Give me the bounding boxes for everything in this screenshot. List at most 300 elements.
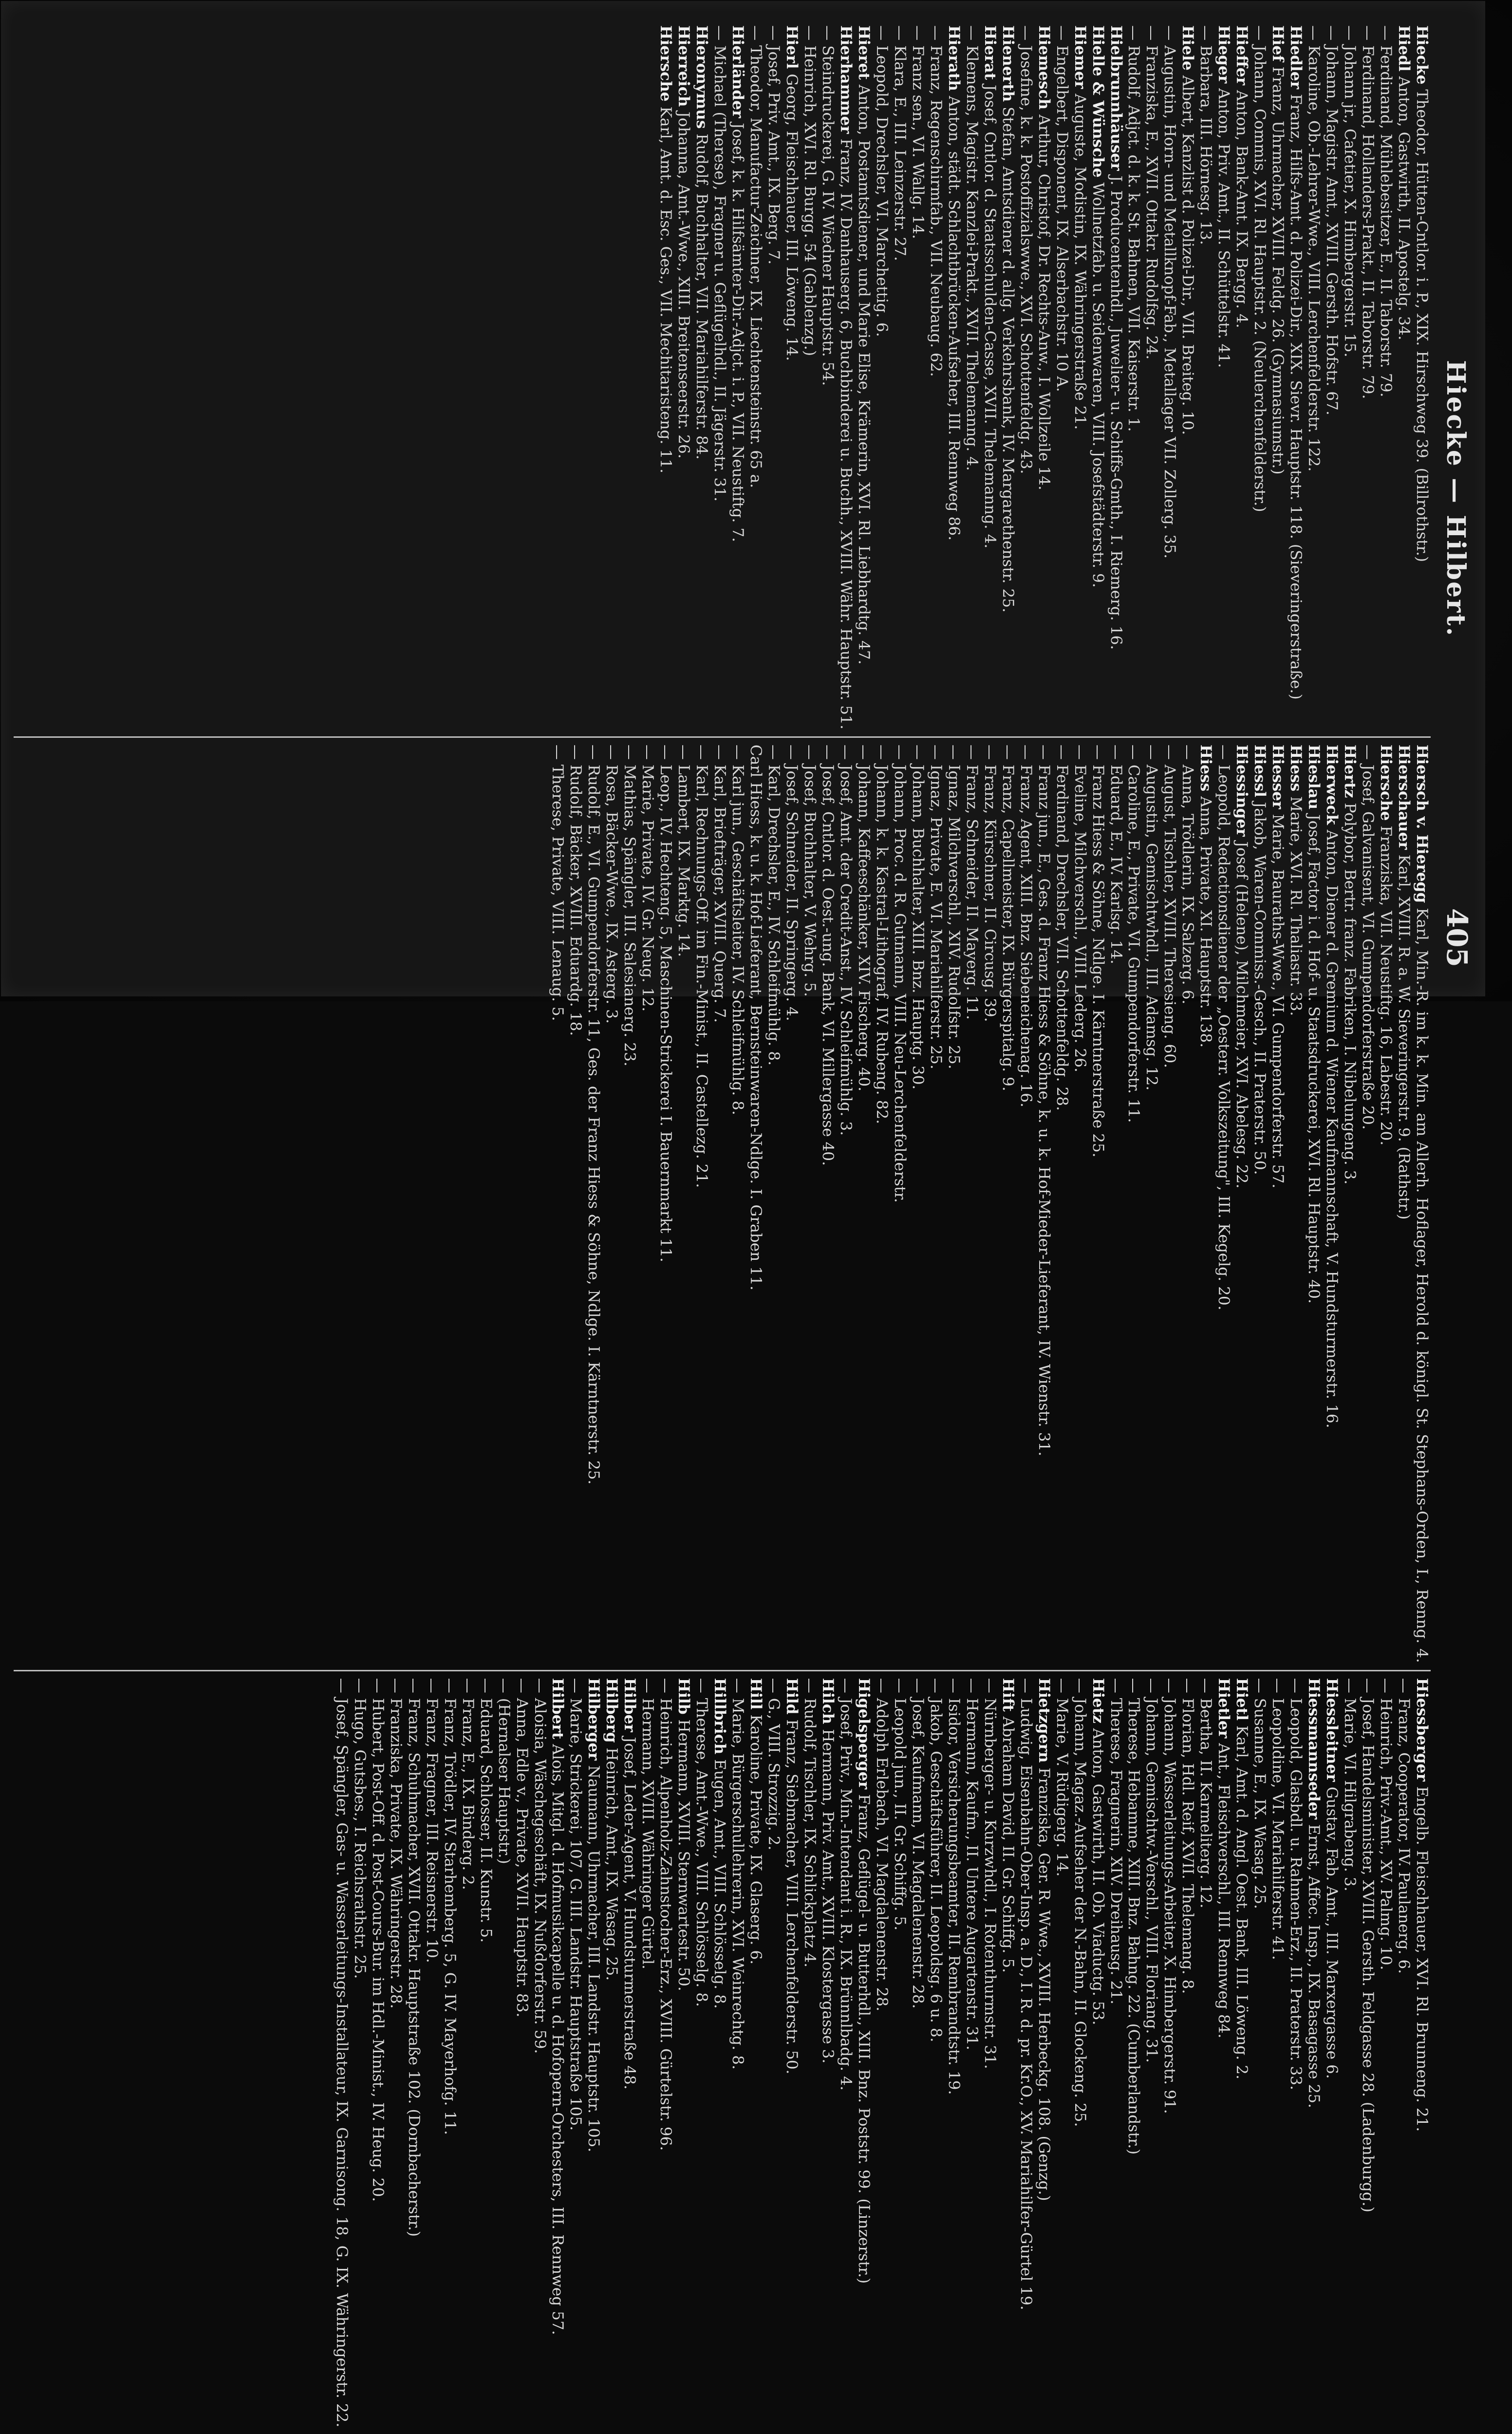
entry-text: — Franz, Schuhmacher, XVII. Ottakr. Hauptstraße 102. (Dornbacherstr.): [405, 1678, 423, 2237]
directory-entry: [945, 1678, 963, 2428]
directory-entry: [656, 25, 674, 730]
directory-entry: [1269, 25, 1287, 730]
entry-text: Anna, Private, XI. Hauptstr. 138.: [1197, 796, 1215, 1048]
directory-entry: [981, 1678, 999, 2428]
entry-text: — Johann, Proc. d. R. Gutmann, VIII. Neu-Lerchenfelderstr.: [891, 744, 909, 1203]
entry-surname: Hiersche: [657, 25, 675, 102]
entry-text: — Josef, Buchhalter, V. Wehrg. 5.: [801, 744, 819, 997]
entry-surname: Hilber: [621, 1678, 639, 1732]
entry-text: Albert, Kanzlist d. Polizei-Dir., VII. Breiteg. 10.: [1179, 75, 1197, 435]
directory-entry: [1287, 1678, 1305, 2428]
directory-entry: [1196, 745, 1214, 1663]
entry-text: — Marie, Bürgerschullehrerin, XVI. Weinrechtg. 8.: [729, 1678, 747, 2070]
directory-entry: [1251, 745, 1269, 1663]
directory-entry: [638, 1678, 656, 2428]
directory-entry: [765, 745, 783, 1663]
entry-text: — Josef, Schneider, II. Springerg. 4.: [783, 744, 801, 1021]
directory-entry: [423, 1678, 441, 2428]
directory-entry: [891, 1678, 909, 2428]
directory-column-3: [14, 1670, 1431, 2434]
entry-surname: Hierweck: [1323, 744, 1341, 825]
entry-text: — Ferdinand, Hollanders-Prakt., II. Taborstr. 79.: [1359, 25, 1377, 399]
entry-text: — August, Tischler, XVIII. Theresieng. 60.: [1161, 744, 1179, 1068]
entry-text: — Caroline, E., Private, VI. Gumpendorferstr. 11.: [1125, 744, 1143, 1123]
entry-text: — Franz sen., VI. Wallg. 14.: [909, 25, 927, 239]
directory-entry: [1287, 745, 1305, 1663]
entry-text: — Nürnberger- u. Kurzwhdl., I. Rotenthurmstr. 31.: [981, 1678, 999, 2069]
entry-text: — Franz, Capellmeister, IX. Bürgerspitalg. 9.: [999, 744, 1017, 1091]
directory-entry: [1125, 25, 1143, 730]
entry-text: — Leopold, Redactionsdiener der „Oesterr. Volkszeitung", III. Kegelg. 20.: [1215, 744, 1233, 1311]
directory-entry: [999, 745, 1017, 1663]
entry-text: Johanna, Amt.-Wwe., XIII. Breitenseerstr. 26.: [675, 112, 693, 459]
directory-entry: [1071, 745, 1089, 1663]
directory-entry: [1232, 745, 1251, 1663]
directory-entry: [1305, 1678, 1323, 2428]
directory-entry: [1035, 25, 1053, 730]
directory-entry: [783, 25, 801, 730]
entry-text: Josef, Factor i. d. Hof- u. Staatsdruckerei, XVI. Rl. Hauptstr. 40.: [1305, 814, 1323, 1304]
entry-text: J. Producentenhdl., Juwelier- u. Schiffs-Gmth., I. Riemerg. 16.: [1107, 175, 1125, 650]
directory-entry: [1305, 745, 1323, 1663]
entry-surname: Hienerth: [999, 25, 1017, 102]
directory-entry: [584, 1678, 602, 2428]
directory-entry: [1377, 745, 1395, 1663]
entry-surname: Hiessberger: [1413, 1678, 1431, 1782]
directory-entry: [1107, 25, 1125, 730]
entry-text: Alois, Mitgl. d. Hofmusikcapelle u. d. Hofopern-Orchesters, III. Rennweg 57.: [549, 1744, 567, 2335]
entry-text: — Johann, Magistr. Amt., XVIII. Gersth. Hofstr. 67.: [1323, 25, 1341, 415]
entry-text: Ant., Fleischverschl., III. Rennweg 84.: [1215, 1743, 1233, 2039]
entry-text: — Franz, Fragner, III. Reisnerstr. 10.: [423, 1678, 441, 1963]
entry-text: Hermann, XVIII. Sternwartestr. 50.: [675, 1719, 693, 1991]
directory-entry: [855, 1678, 873, 2428]
entry-text: Wollnetzfab. u. Seidenwaren, VIII. Josefstädterstr. 9.: [1089, 182, 1107, 588]
directory-entry: [1160, 745, 1178, 1663]
entry-text: Anton, Gastwirth, II. Apostelg. 34.: [1395, 76, 1413, 340]
entry-text: — Rudolf, Adjct. d. k. k. St. Bahnen, VII. Kaiserstr. 1.: [1125, 25, 1143, 432]
entry-text: — Leop., IV. Hechteng. 5, Maschinen-Strickerei I. Bauernmarkt 11.: [657, 744, 675, 1262]
directory-entry: [1196, 25, 1214, 730]
directory-entry: [1125, 745, 1143, 1663]
entry-text: — Marie, Private, IV. Gr. Neug. 12.: [639, 744, 657, 1012]
entry-text: — Ignaz, Private, E. VI. Mariahilferstr. 25.: [927, 744, 945, 1069]
entry-text: — Eduard, Schlosser, II. Kunstr. 5.: [477, 1678, 495, 1943]
entry-surname: Hielle & Wünsche: [1089, 25, 1107, 178]
directory-entry: [728, 745, 747, 1663]
directory-entry: [1178, 745, 1196, 1663]
entry-surname: Hiess: [1197, 744, 1215, 792]
entry-text: — Josef, Amt. der Credit-Anst., IV. Schleifmühlg. 3.: [837, 744, 855, 1136]
directory-entry: [728, 1678, 747, 2428]
entry-surname: Hieger: [1215, 25, 1233, 84]
entry-text: — Franziska, E., XVII. Ottakr. Rudolfsg. 24.: [1143, 25, 1161, 360]
entry-text: — Franz, E., IX. Binderg. 2.: [459, 1678, 477, 1890]
entry-text: Karoline, Private, IX. Glaserg. 6.: [747, 1714, 765, 1965]
entry-text: — Josefine, k. k. Postoffizialswwe., XVI. Schottenfeldg. 43.: [1017, 25, 1035, 474]
directory-entry: [855, 745, 873, 1663]
entry-text: — Heinrich, Priv.-Amt., XV. Palmg. 10.: [1377, 1678, 1395, 1970]
entry-surname: Hierat: [981, 25, 999, 80]
directory-entry: [837, 745, 855, 1663]
directory-entry: [1125, 1678, 1143, 2428]
entry-text: — Rudolf, Bäcker, XVIII. Eduardg. 18.: [567, 744, 585, 1036]
entry-text: Franziska, Ger. R. Wwe., XVIII. Herbeckg. 108. (Genzg.): [1035, 1767, 1053, 2201]
directory-entry: [674, 25, 692, 730]
entry-text: — Josef, Handelsminister, XVIII. Gersth. Feldgasse 28. (Ladenburgg.): [1359, 1678, 1377, 2212]
entry-text: — Karl, Briefträger, XVIII. Querg. 7.: [711, 744, 729, 1023]
entry-text: Anton, Gastwirth, II. Ob. Viaductg. 53.: [1089, 1728, 1107, 2025]
directory-entry: [674, 745, 692, 1663]
directory-entry: [927, 25, 945, 730]
entry-text: Marie, XVI. Rl. Thaliastr. 33.: [1287, 796, 1305, 1016]
entry-text: — Franz, Trödler, IV. Starhemberg. 5, G. IV. Mayerhofg. 11.: [441, 1678, 459, 2135]
entry-surname: Hietz: [1089, 1678, 1107, 1723]
entry-text: — Leopold jun., II. Gr. Schiffg. 5.: [891, 1678, 909, 1931]
entry-text: — Johann, Buchhalter, XIII. Bnz. Hauptg. 30.: [909, 744, 927, 1090]
entry-surname: Hieronymus: [693, 25, 711, 129]
entry-text: — Ferdinand, Drechsler, VII. Schottenfeldg. 28.: [1053, 744, 1071, 1111]
directory-entry: [801, 25, 819, 730]
directory-entry: [819, 25, 837, 730]
entry-text: Anton, Diener d. Gremium d. Wiener Kaufmannschaft, V. Hundsturmerstr. 16.: [1323, 829, 1341, 1428]
directory-entry: [945, 25, 963, 730]
entry-text: — Therese, Hebamme, XIII. Bnz. Bahng. 22. (Cumberlandstr.): [1125, 1678, 1143, 2155]
entry-text: — Mathias, Spängler, III. Salesianerg. 23.: [621, 744, 639, 1067]
directory-entry: [1413, 745, 1431, 1663]
entry-text: — Marie, Strickerei, 107, G. III. Landstr. Hauptstraße 105.: [567, 1678, 585, 2131]
directory-entry: [692, 745, 710, 1663]
entry-text: Franz, Hilfs-Amt. d. Polizei-Dir., XIX. Sievr. Hauptstr. 118. (Sieveringerstraße.): [1287, 94, 1305, 700]
page-title: Hiecke — Hilbert.: [1441, 360, 1471, 637]
entry-surname: Hieret: [855, 25, 873, 80]
directory-entry: [1017, 745, 1035, 1663]
entry-text: — Florian, Hdl. Reif, XVII. Thelemang. 8.: [1179, 1678, 1197, 1994]
directory-entry: [1053, 1678, 1071, 2428]
directory-entry: [477, 1678, 495, 2428]
directory-entry: [801, 745, 819, 1663]
entry-text: — Ludwig, Eisenbahn-Ober-Insp. a. D., I. R. d. pr. Kr.O., XV. Mariahilfer-Gürtel 19.: [1017, 1678, 1035, 2310]
directory-entry: [1143, 1678, 1161, 2428]
entry-text: — Franz, Cooperator, IV. Paulanerg. 6.: [1395, 1678, 1413, 1974]
directory-entry: [1251, 25, 1269, 730]
entry-surname: Hilbert: [549, 1678, 567, 1740]
entry-text: Anton, Postamtsdiener, und Marie Elise, Krämerin, XVI. Rl. Liebhardtg. 47.: [855, 84, 873, 665]
directory-entry: [783, 1678, 801, 2428]
directory-entry: [1089, 25, 1107, 730]
directory-entry: [1143, 25, 1161, 730]
entry-text: Anton, städt. Schlachtbrücken-Aufseher, III. Rennweg 86.: [945, 95, 963, 541]
entry-text: Theodor, Hütten-Cntlor. i. P., XIX. Hirschweg 39. (Billrothstr.): [1413, 89, 1431, 562]
entry-text: Franz, IV. Danhauserg. 6, Buchbinderei u. Buchh., XVIII. Währ. Hauptstr. 51.: [837, 138, 855, 730]
entry-text: — Franz Hiess & Söhne, Ndlge. I. Kärntnerstraße 25.: [1089, 744, 1107, 1158]
entry-surname: Hilberger: [585, 1678, 603, 1760]
entry-text: — Franz, Schneider, II. Mayerg. 11.: [963, 744, 981, 1020]
entry-surname: Hiesser: [1269, 744, 1287, 809]
directory-entry: [710, 25, 728, 730]
entry-surname: Hietzgern: [1035, 1678, 1053, 1763]
directory-entry: [351, 1678, 369, 2428]
directory-entry: [765, 25, 783, 730]
entry-text: Karl, Amt. d. Angl. Oest. Bank, III. Löweng. 2.: [1233, 1725, 1251, 2079]
entry-text: — Josef, Galvanisent, VI. Gumpendorferstraße 20.: [1359, 744, 1377, 1130]
entry-surname: Hiecke: [1413, 25, 1431, 85]
entry-text: — Therese, Private, VIII. Lenaug. 5.: [549, 744, 567, 1021]
directory-entry: [1377, 1678, 1395, 2428]
entry-text: Franz, Geflügel- u. Butterhdl., XIII. Bnz. Poststr. 99. (Linzerstr.): [855, 1794, 873, 2284]
directory-entry: [999, 25, 1017, 730]
directory-entry: [963, 25, 981, 730]
entry-surname: Hiessmannseder: [1305, 1678, 1323, 1819]
directory-entry: [909, 1678, 927, 2428]
directory-entry: [1035, 745, 1053, 1663]
entry-text: — Therese, Amt.-Wwe., VIII. Schlösselg. 8.: [693, 1678, 711, 2007]
entry-text: Auguste, Modistin, IX. Währingerstraße 21.: [1071, 94, 1089, 430]
entry-text: — Josef, Cntlor. d. Oest.-ung. Bank, VI. Millergasse 40.: [819, 744, 837, 1166]
entry-text: — Heinrich, XVI. Rl. Burgg. 54 (Gablenzg.): [801, 25, 819, 356]
entry-text: Heinrich, Amt., IX. Wasag. 25.: [603, 1747, 621, 1981]
directory-entry: [783, 745, 801, 1663]
entry-surname: Hiertz: [1341, 744, 1359, 798]
running-header: [1437, 30, 1476, 967]
entry-text: — Josef, Priv., Min.-Intendant i. R., IX. Brünnlbadg. 4.: [837, 1678, 855, 2091]
entry-text: — Franz, Regenschirmfab., VII. Neubaug. 62.: [927, 25, 945, 377]
directory-entry: [819, 745, 837, 1663]
directory-entry: [495, 1678, 513, 2428]
entry-surname: Hieslau: [1305, 744, 1323, 810]
directory-entry: [405, 1678, 423, 2428]
entry-text: — Franz, Agent, XIII. Bnz. Siebeneichenag. 16.: [1017, 744, 1035, 1107]
entry-text: — Josef, Spängler, Gas- u. Wasserleitungs-Installateur, IX. Garnisong. 18, G. IX. Währingerstr. 22.: [333, 1678, 351, 2428]
entry-text: — Johann, k. k. Kastral-Lithograf, IV. Rubeng. 82.: [873, 744, 891, 1124]
entry-text: — Franziska, Private, IX. Währingerstr. 28.: [387, 1678, 405, 2009]
entry-text: — Karl, Rechnungs-Off. im Fin.-Minist., II. Castellezg. 21.: [693, 744, 711, 1188]
directory-entry: [1232, 1678, 1251, 2428]
entry-text: — Leopold, Glasbdl. u. Rahmen-Erz., II. Praterstr. 33.: [1287, 1678, 1305, 2090]
directory-entry: [747, 1678, 765, 2428]
directory-entry: [1305, 25, 1323, 730]
entry-surname: Hillbrich: [711, 1678, 729, 1755]
entry-text: Anton, Priv. Amt., II. Schüttelstr. 41.: [1215, 88, 1233, 368]
entry-surname: Hief: [1269, 25, 1287, 62]
directory-entry: [1341, 1678, 1359, 2428]
entry-text: — Klara, E., III. Leinzerstr. 27.: [891, 25, 909, 262]
directory-entry: [909, 25, 927, 730]
entry-surname: Hietler: [1215, 1678, 1233, 1739]
directory-entry: [584, 745, 602, 1663]
entry-text: — Heinrich, Alpenholz-Zahnstocher-Erz., XVIII. Gürtelstr. 96.: [657, 1678, 675, 2151]
entry-text: Georg, Fleischhauer, III. Löweng. 14.: [783, 74, 801, 361]
entry-text: — Hugo, Gutsbes., I. Reichsrathstr. 25.: [351, 1678, 369, 1979]
directory-entry: [927, 745, 945, 1663]
entry-text: — Josef, Priv. Amt., IX. Berg. 7.: [765, 25, 783, 265]
entry-surname: Hill: [747, 1678, 765, 1710]
directory-entry: [1413, 25, 1431, 730]
entry-surname: Hielbrunnhäuser: [1107, 25, 1125, 171]
entry-text: — Michael (Therese), Fragner u. Geflügelhdl., II. Jägerstr. 31.: [711, 25, 729, 502]
entry-surname: Hiersch v. Hieregg: [1413, 744, 1431, 903]
directory-entry: [873, 1678, 891, 2428]
directory-entry: [891, 745, 909, 1663]
directory-entry: [692, 25, 710, 730]
entry-text: Hermann, Priv. Amt., XVIII. Klostergasse 3.: [819, 1729, 837, 2064]
entry-text: Josef, Leder-Agent, V. Hundsturmerstraße 48.: [621, 1737, 639, 2090]
directory-entry: [1160, 1678, 1178, 2428]
entry-text: Josef (Helene), Milchmeier, XVI. Abelesg. 22.: [1233, 841, 1251, 1189]
entry-surname: Hiedler: [1287, 25, 1305, 90]
entry-text: — Anna, Trödlerin, IX. Salzerg. 6.: [1179, 744, 1197, 1005]
entry-text: Josef, k. k. Hilfsämter-Dir.-Adjct. i. P., VII. Neustiftg. 7.: [729, 123, 747, 543]
directory-entry: [1323, 745, 1341, 1663]
entry-text: Karl, XVIII. R. a. W. Sieveringerstr. 9. (Rathstr.): [1395, 854, 1413, 1220]
directory-entry: [620, 745, 638, 1663]
entry-text: — Augustin, Horn- und Metallknopf-Fab., Metallager VII. Zollerg. 35.: [1161, 25, 1179, 559]
directory-entry: [909, 745, 927, 1663]
entry-text: — Eduard, E., IV. Karlsg. 14.: [1107, 744, 1125, 964]
directory-entry: [1395, 25, 1413, 730]
directory-entry: [710, 745, 728, 1663]
entry-text: Engelb. Fleischhauer, XVI. Rl. Brunneng. 21.: [1413, 1786, 1431, 2132]
entry-surname: Hieffer: [1233, 25, 1251, 86]
directory-entry: [656, 1678, 674, 2428]
entry-text: Josef, Cntlor. d. Staatsschulden-Casse, XVII. Thelemanng. 4.: [981, 85, 999, 549]
entry-surname: Hilberg: [603, 1678, 621, 1743]
directory-entry: [1035, 1678, 1053, 2428]
entry-surname: Higelsperger: [855, 1678, 873, 1790]
directory-entry: [1232, 25, 1251, 730]
directory-entry: [765, 1678, 783, 2428]
entry-text: Karl, Amt. d. Esc. Ges., VII. Mechitaristeng. 11.: [657, 106, 675, 473]
directory-entry: [567, 1678, 585, 2428]
entry-text: — Marie, V. Rüdigerg. 14.: [1053, 1678, 1071, 1877]
entry-text: — Hermann, Kaufm., II. Untere Augartenstr. 31.: [963, 1678, 981, 2050]
entry-surname: Hierl: [783, 25, 801, 69]
directory-entry: [945, 745, 963, 1663]
entry-text: — Rudolf, Tischler, IX. Schlickplatz 4.: [801, 1678, 819, 1968]
directory-entry: [1395, 1678, 1413, 2428]
entry-surname: Hiessleitner: [1323, 1678, 1341, 1782]
entry-text: — Hermann, XVIII. Währinger Gürtel.: [639, 1678, 657, 1969]
directory-entry: [1395, 745, 1413, 1663]
entry-text: — Leopoldine, VI. Mariahilferstr. 41.: [1269, 1678, 1287, 1960]
entry-surname: Hift: [999, 1678, 1017, 1712]
entry-text: Polybor, Bertr. franz. Fabriken, I. Nibelungeng. 3.: [1341, 803, 1359, 1185]
entry-text: Eugen, Amt., VIII. Schlösselg. 8.: [711, 1759, 729, 2009]
directory-entry: [837, 25, 855, 730]
entry-text: Karl, Min.-R. im k. k. Min. am Allerh. Hoflager, Herold d. königl. St. Stephans-Orden, I., Renng. 4.: [1413, 908, 1431, 1663]
directory-entry: [1107, 745, 1125, 1663]
entry-text: Naumann, Uhrmacher, III. Landstr. Hauptstr. 105.: [585, 1765, 603, 2153]
directory-entry: [891, 25, 909, 730]
directory-entry: [1269, 1678, 1287, 2428]
entry-text: — Marie, VI. Hilgrabeng. 3.: [1341, 1678, 1359, 1891]
directory-entry: [728, 25, 747, 730]
entry-text: — Johann, Magaz.-Aufseher der N.-Bahn, II. Glockeng. 25.: [1071, 1678, 1089, 2127]
entry-text: — Ferdinand, Mühlebesitzer, E., II. Taborstr. 79.: [1377, 25, 1395, 397]
directory-entry: [1071, 1678, 1089, 2428]
entry-text: — Barbara, III. Hörnesg. 13.: [1197, 25, 1215, 245]
entry-surname: Hiemesch: [1035, 25, 1053, 110]
directory-entry: [333, 1678, 351, 2428]
entry-text: — Leopold, Drechsler, VI. Marchettig. 6.: [873, 25, 891, 337]
entry-text: Gustav, Fab. Amt., III. Marxergasse 6.: [1323, 1786, 1341, 2079]
entry-text: — Bertha, II. Karmeliterg. 12.: [1197, 1678, 1215, 1909]
entry-text: — Johann jr., Cafetier, X. Himbergerstr. 15.: [1341, 25, 1359, 357]
directory-entry: [513, 1678, 531, 2428]
entry-text: — Rosa, Bäcker-Wwe., IX. Asterg. 3.: [603, 744, 621, 1024]
directory-entry: [656, 745, 674, 1663]
directory-entry: [1017, 1678, 1035, 2428]
entry-text: — Franz jun., E., Ges. d. Franz Hiess & Söhne, k. u. k. Hof-Mieder-Lieferant, IV. Wienstr. 31.: [1035, 744, 1053, 1457]
directory-entry: [1214, 1678, 1232, 2428]
entry-text: — Karoline, Ob.-Lehrer-Wwe., VIII. Lerchenfelderstr. 122.: [1305, 25, 1323, 472]
directory-entry: [1089, 1678, 1107, 2428]
directory-entry: [927, 1678, 945, 2428]
entry-text: — Karl, Drechsler, E., IV. Schleifmühlg. 8.: [765, 744, 783, 1066]
directory-entry: [549, 745, 567, 1663]
entry-surname: Hiemer: [1071, 25, 1089, 89]
entry-text: — Johann, Kaffeeschänker, XIV. Fischerg. 40.: [855, 744, 873, 1092]
entry-text: Carl Hiess, k. u. k. Hof-Lieferant, Bernsteinwaren-Ndlge. I. Graben 11.: [747, 744, 765, 1291]
directory-entry: [549, 1678, 567, 2428]
entry-text: — Ignaz, Milchverschl., XIV. Rudolfstr. 25.: [945, 744, 963, 1069]
directory-entry: [620, 1678, 638, 2428]
entry-surname: Hierhammer: [837, 25, 855, 134]
entry-surname: Hierath: [945, 25, 963, 91]
entry-text: — Johann, Gemischtw.-Verschl., VIII. Floriang. 31.: [1143, 1678, 1161, 2063]
directory-entry: [1214, 25, 1232, 730]
entry-text: — Johann, Wasserleitungs-Arbeiter, X. Himbergerstr. 91.: [1161, 1678, 1179, 2114]
directory-entry: [1269, 745, 1287, 1663]
directory-column-1: [14, 19, 1431, 736]
directory-entry: [1178, 1678, 1196, 2428]
directory-entry: [963, 745, 981, 1663]
entry-text: Rudolf, Buchhalter, VII. Mariahilferstr. 84.: [693, 133, 711, 460]
entry-text: — Franz, Kürschner, II. Circusg. 39.: [981, 744, 999, 1022]
entry-surname: Hilb: [675, 1678, 693, 1715]
entry-text: Marie, Bauraths-Wwe., VI. Gumpendorferstr. 57.: [1269, 814, 1287, 1189]
entry-text: — Hubert, Post-Off. d. Post-Cours-Bur. im Hdl.-Minist., IV. Heug. 20.: [369, 1678, 387, 2202]
entry-text: — Steindruckerei, G. IV. Wiedner Hauptstr. 54.: [819, 25, 837, 386]
directory-entry: [1359, 1678, 1377, 2428]
directory-entry: [1323, 1678, 1341, 2428]
directory-entry: [873, 745, 891, 1663]
entry-text: — Aloisia, Wäschegeschäft, IX. Nußdorferstr. 59.: [531, 1678, 549, 2054]
entry-text: — Rudolf, E., VI. Gumpendorferstr. 11, Ges. der Franz Hiess & Söhne, Ndlge. I. Kärntnerstr. 25.: [585, 744, 603, 1485]
entry-text: — G., VIII. Strozzig. 2.: [765, 1678, 783, 1851]
directory-entry: [638, 745, 656, 1663]
entry-surname: Hierschauer: [1395, 744, 1413, 850]
directory-entry: [1413, 1678, 1431, 2428]
entry-surname: Hiersche: [1377, 744, 1395, 821]
directory-entry: [1251, 1678, 1269, 2428]
entry-surname: Hiessinger: [1233, 744, 1251, 837]
entry-surname: Hiele: [1179, 25, 1197, 71]
directory-entry: [1341, 25, 1359, 730]
directory-entry: [1214, 745, 1232, 1663]
directory-entry: [531, 1678, 549, 2428]
directory-entry: [1359, 745, 1377, 1663]
directory-entry: [602, 1678, 620, 2428]
entry-surname: Hierländer: [729, 25, 747, 118]
entry-text: — Susanne, E., IX. Wasag. 25.: [1251, 1678, 1269, 1909]
entry-surname: Hiedl: [1395, 25, 1413, 72]
directory-entry: [819, 1678, 837, 2428]
directory-entry: [1017, 25, 1035, 730]
directory-entry: [674, 1678, 692, 2428]
entry-surname: Hild: [783, 1678, 801, 1715]
directory-entry: [1377, 25, 1395, 730]
